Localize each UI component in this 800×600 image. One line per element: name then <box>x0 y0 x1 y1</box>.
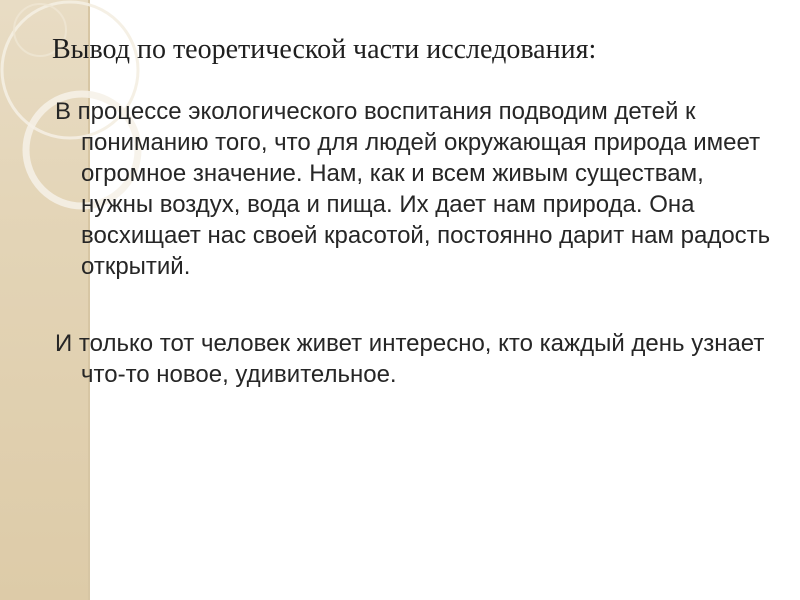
paragraph-ecological-education: В процессе экологического воспитания подводим детей к пониманию того, что для людей окружающая природа имеет огромное значение. Нам, как и всем живым существам, нужны воздух, вода и пища. Их дает нам природа. Она восхищает нас своей красотой, постоянно дарит нам радость открытий. <box>55 98 771 280</box>
slide-title: Вывод по теоретической части исследования: <box>52 34 597 65</box>
slide-body <box>55 96 775 390</box>
paragraph-conclusion: И только тот человек живет интересно, кто каждый день узнает что-то новое, удивительное. <box>55 330 765 388</box>
